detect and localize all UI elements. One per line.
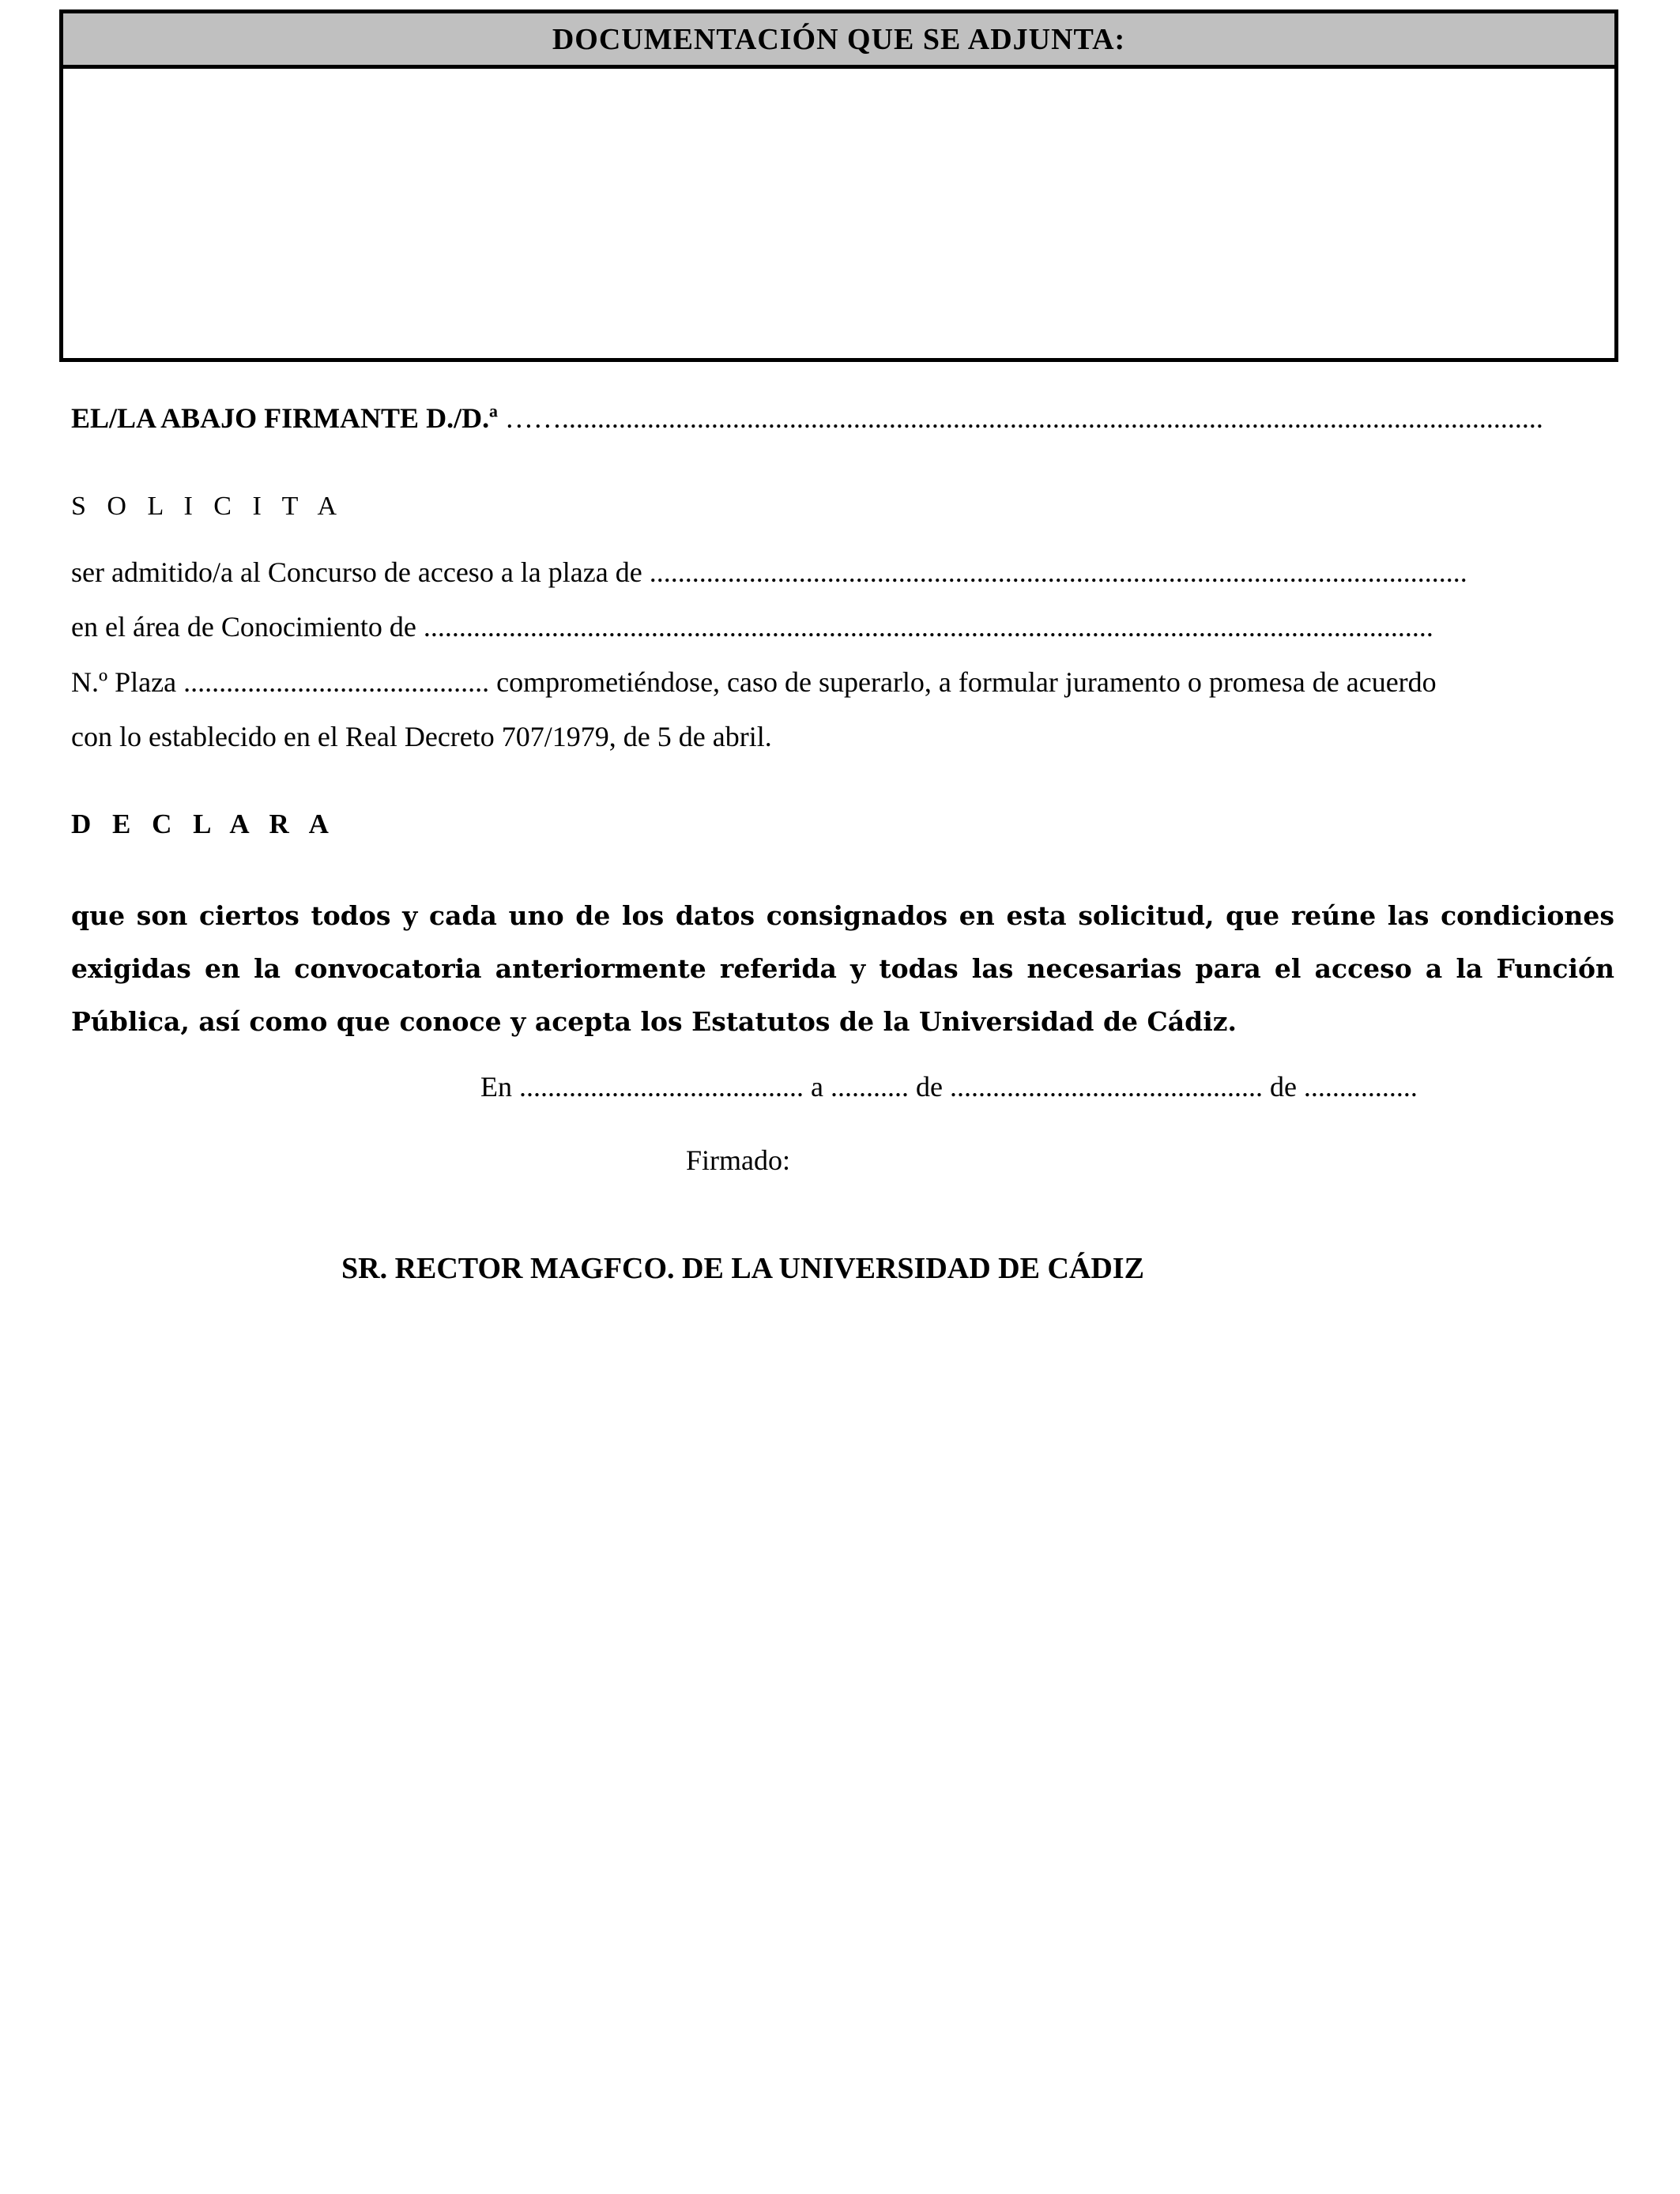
signer-line <box>71 401 1612 435</box>
signer-name-field[interactable]: …….......................................................................................................................................... <box>504 402 1543 434</box>
documentation-box-header: DOCUMENTACIÓN QUE SE ADJUNTA: <box>63 13 1614 69</box>
declara-paragraph: que son ciertos todos y cada uno de los datos consignados en esta solicitud, que reúne las condiciones exigidas en la convocatoria anteriormente referida y todas las necesarias para el acceso a la Función Pública, así como que conoce y acepta los Estatutos de la Universidad de Cádiz. <box>71 900 1614 1037</box>
plaza-label: ser admitido/a al Concurso de acceso a la plaza de <box>71 556 642 588</box>
numero-plaza-field[interactable]: ........................................... <box>183 666 490 698</box>
solicita-line-area <box>71 610 1612 643</box>
area-label: en el área de Conocimiento de <box>71 611 416 643</box>
addressee: SR. RECTOR MAGFCO. DE LA UNIVERSIDAD DE CÁDIZ <box>341 1252 1144 1285</box>
declara-heading: D E C L A R A <box>71 809 336 839</box>
signed-label: Firmado: <box>686 1144 790 1176</box>
date-place-line[interactable]: En ........................................ a ........... de ............................................ de ................ <box>480 1071 1418 1103</box>
solicita-heading: S O L I C I T A <box>71 492 345 521</box>
area-field[interactable]: .............................................................................................................................................. <box>423 611 1433 643</box>
documentation-box-body[interactable] <box>63 69 1614 358</box>
signer-label: EL/LA ABAJO FIRMANTE D./D.ª <box>71 402 498 434</box>
plaza-field[interactable]: ................................................................................................................... <box>649 556 1467 588</box>
solicita-line-plaza <box>71 556 1612 589</box>
documentation-box <box>59 9 1618 362</box>
numero-plaza-label: N.º Plaza <box>71 666 177 698</box>
solicita-line-numero <box>71 665 1612 699</box>
commitment-text: comprometiéndose, caso de superarlo, a formular juramento o promesa de acuerdo <box>496 666 1437 698</box>
decree-line: con lo establecido en el Real Decreto 707/1979, de 5 de abril. <box>71 721 772 752</box>
